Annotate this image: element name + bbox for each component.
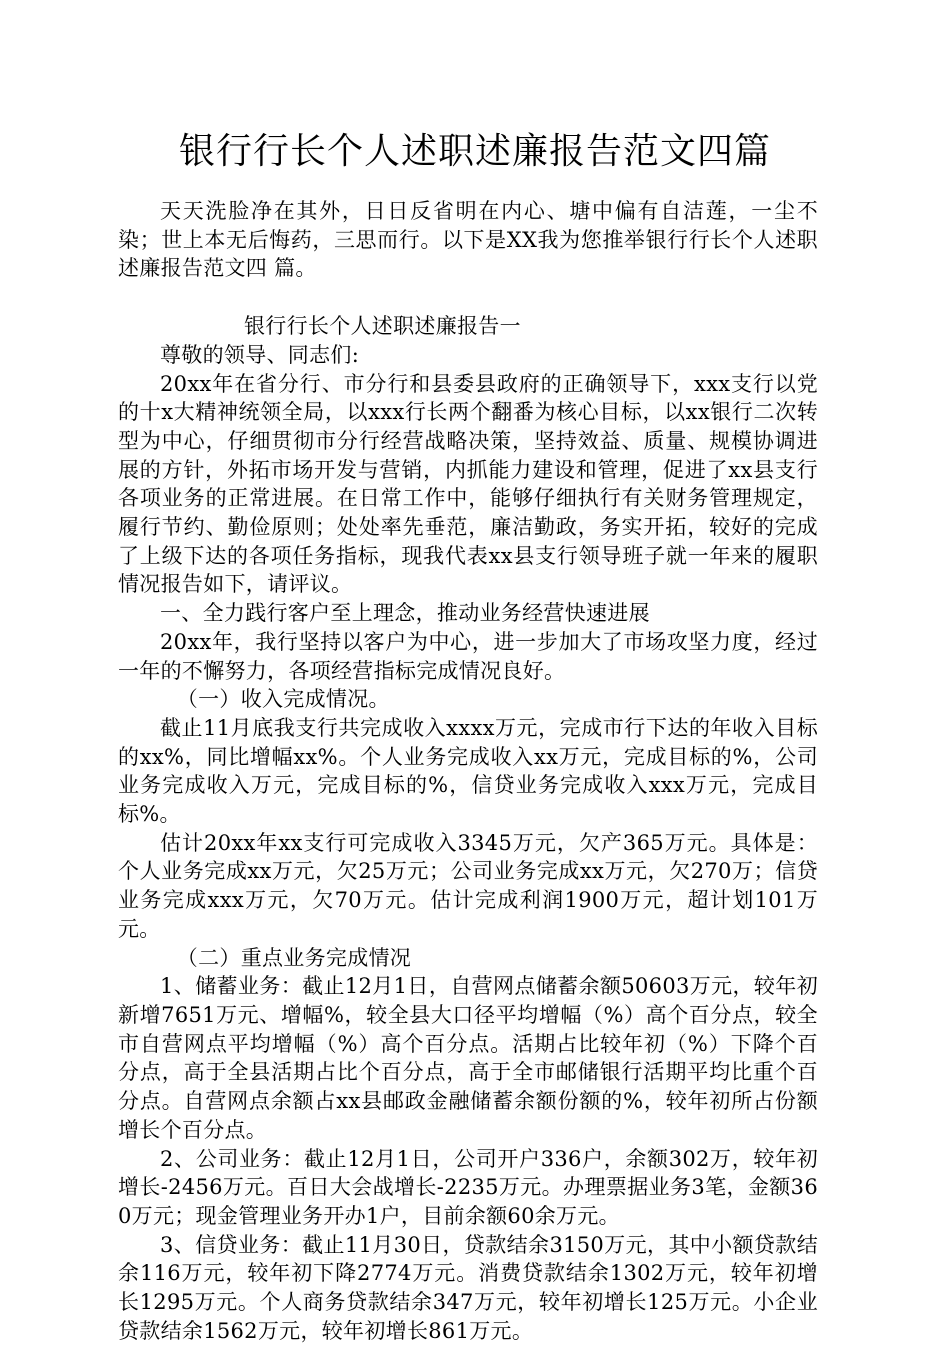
- paragraph: 1、储蓄业务：截止12月1日，自营网点储蓄余额50603万元，较年初新增7651万元、增幅%，较全县大口径平均增幅（%）高个百分点，较全市自营网点平均增幅（%）高个百分点。活期占比较年初（%）下降个百分点，高于全县活期占比个百分点，高于全市邮储银行活期平均比重个百分点。自营网点余额占xx县邮政金融储蓄余额份额的%，较年初所占份额增长个百分点。: [118, 974, 818, 1142]
- paragraph: 2、公司业务：截止12月1日，公司开户336户，余额302万，较年初增长-2456万元。百日大会战增长-2235万元。办理票据业务3笔，金额360万元；现金管理业务开办1户，目前余额60余万元。: [118, 1146, 818, 1228]
- document-body: [118, 197, 818, 1345]
- paragraph: 20xx年在省分行、市分行和县委县政府的正确领导下，xxx支行以党的十x大精神统领全局，以xxx行长两个翻番为核心目标，以xx银行二次转型为中心，仔细贯彻市分行经营战略决策，坚持效益、质量、规模协调进展的方针，外拓市场开发与营销，内抓能力建设和管理，促进了xx县支行各项业务的正常进展。在日常工作中，能够仔细执行有关财务管理规定，履行节约、勤俭原则；处处率先垂范，廉洁勤政，务实开拓，较好的完成了上级下达的各项任务指标，现我代表xx县支行领导班子就一年来的履职情况报告如下，请评议。: [118, 371, 818, 597]
- spacer: [118, 283, 818, 312]
- section-heading: 一、全力践行客户至上理念，推动业务经营快速进展: [160, 601, 650, 626]
- subsection-heading: （二）重点业务完成情况: [176, 945, 412, 970]
- document-title: 银行行长个人述职述廉报告范文四篇: [178, 131, 771, 172]
- paragraph: 截止11月底我支行共完成收入xxxx万元，完成市行下达的年收入目标的xx%，同比增幅xx%。个人业务完成收入xx万元，完成目标的%，公司业务完成收入万元，完成目标的%，信贷业务完成收入xxx万元，完成目标%。: [118, 715, 818, 827]
- subsection-heading: （一）收入完成情况。: [176, 687, 390, 712]
- salutation: 尊敬的领导、同志们:: [160, 342, 360, 367]
- paragraph: 估计20xx年xx支行可完成收入3345万元，欠产365万元。具体是：个人业务完成xx万元，欠25万元；公司业务完成xx万元，欠270万；信贷业务完成xxx万元，欠70万元。估计完成利润1900万元，超计划101万元。: [118, 830, 818, 941]
- paragraph: 3、信贷业务：截止11月30日，贷款结余3150万元，其中小额贷款结余116万元，较年初下降2774万元。消费贷款结余1302万元，较年初增长1295万元。个人商务贷款结余347万元，较年初增长125万元。小企业贷款结余1562万元，较年初增长861万元。: [118, 1232, 818, 1343]
- paragraph: 20xx年，我行坚持以客户为中心，进一步加大了市场攻坚力度，经过一年的不懈努力，各项经营指标完成情况良好。: [118, 629, 818, 683]
- report-heading: 银行行长个人述职述廉报告一: [244, 314, 521, 339]
- intro-paragraph: 天天洗脸净在其外，日日反省明在内心、塘中偏有自洁莲，一尘不染；世上本无后悔药，三思而行。以下是XX我为您推举银行行长个人述职述廉报告范文四 篇。: [118, 199, 818, 281]
